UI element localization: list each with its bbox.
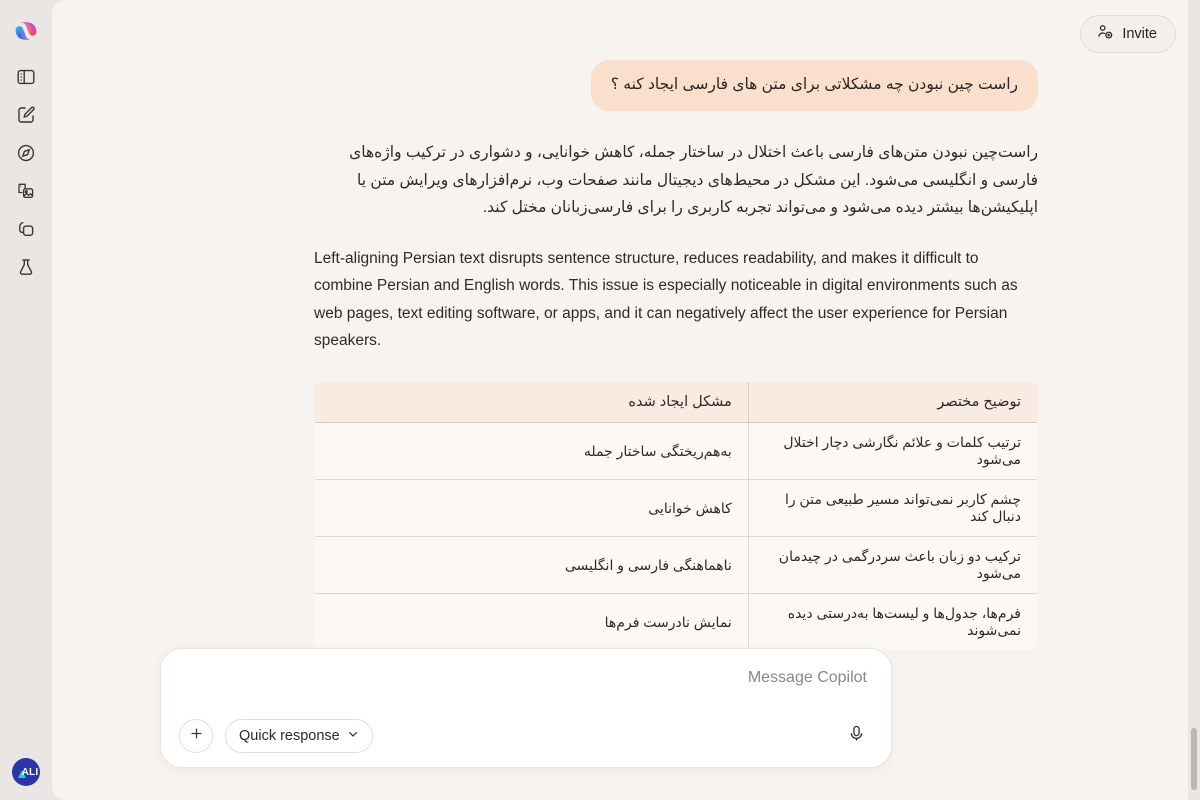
copilot-logo-icon (11, 16, 41, 46)
user-message-bubble: راست چین نبودن چه مشکلاتی برای متن های فارسی ایجاد کنه ؟ (591, 60, 1038, 111)
table-cell-description: ترکیب دو زبان باعث سردرگمی در چیدمان می‌شود (748, 537, 1037, 594)
table-cell-issue: نمایش نادرست فرم‌ها (315, 594, 749, 651)
sidebar-item-pages[interactable] (9, 212, 43, 246)
sidebar-item-labs[interactable] (9, 250, 43, 284)
assistant-paragraph-persian: راست‌چین نبودن متن‌های فارسی باعث اختلال در ساختار جمله، کاهش خوانایی، و دشواری در ترکیب واژه‌های فارسی و انگلیسی می‌شود. این مشکل در محیط‌های دیجیتال مانند صفحات وب، نرم‌افزارهای ویرایش متن یا اپلیکیشن‌ها بیشتر دیده می‌شود و می‌تواند تجربه کاربری را برای فارسی‌زبانان مختل کند. (349, 144, 1038, 217)
plus-icon (188, 725, 205, 747)
person-add-icon (1096, 23, 1114, 45)
avatar-initials: ALI (21, 766, 39, 778)
table-cell-description: چشم کاربر نمی‌تواند مسیر طبیعی متن را دنبال کند (748, 480, 1037, 537)
chevron-down-icon (347, 728, 359, 744)
avatar[interactable] (12, 758, 40, 786)
scrollbar-thumb[interactable] (1191, 728, 1197, 790)
table-body (315, 423, 1038, 651)
assistant-table (314, 381, 1038, 651)
table-header-cell: توضیح مختصر (748, 382, 1037, 423)
table-head (315, 382, 1038, 423)
invite-button-label: Invite (1122, 26, 1157, 42)
quick-response-label: Quick response (239, 728, 340, 744)
add-attachment-button[interactable] (179, 719, 213, 753)
table-cell-issue: کاهش خوانایی (315, 480, 749, 537)
left-navigation-rail (0, 0, 52, 800)
compose-pencil-icon (16, 105, 36, 125)
table-row (315, 537, 1038, 594)
scrollbar-track[interactable] (1188, 0, 1200, 800)
side-panel-icon (16, 67, 36, 87)
table-header-row (315, 382, 1038, 423)
main-surface (52, 0, 1200, 800)
table-row (315, 480, 1038, 537)
composer (160, 648, 892, 768)
voice-input-button[interactable] (839, 719, 873, 753)
sidebar-item-new-chat[interactable] (9, 98, 43, 132)
sidebar-item-toggle-panel[interactable] (9, 60, 43, 94)
message-input[interactable]: Message Copilot (747, 669, 867, 686)
compass-icon (16, 143, 36, 163)
microphone-icon (847, 724, 866, 748)
top-bar (52, 0, 1200, 68)
composer-container (52, 648, 1200, 768)
composer-toolbar (179, 719, 873, 753)
assistant-message (314, 139, 1038, 713)
image-gallery-icon (16, 181, 36, 201)
table-row (315, 423, 1038, 480)
invite-button[interactable] (1080, 15, 1176, 53)
table-cell-description: ترتیب کلمات و علائم نگارشی دچار اختلال می‌شود (748, 423, 1037, 480)
table-cell-issue: به‌هم‌ریختگی ساختار جمله (315, 423, 749, 480)
sidebar-item-discover[interactable] (9, 136, 43, 170)
flask-icon (16, 257, 36, 277)
table-cell-description: فرم‌ها، جدول‌ها و لیست‌ها به‌درستی دیده نمی‌شوند (748, 594, 1037, 651)
assistant-paragraph-english: Left-aligning Persian text disrupts sentence structure, reduces readability, and makes it difficult to combine Persian and English words. This issue is especially noticeable in digital environments such as web pages, text editing software, or apps, and it can negatively affect the user experience for Persian speakers. (314, 249, 1018, 350)
conversation-content (314, 60, 1038, 713)
pages-stack-icon (16, 219, 36, 239)
table-cell-issue: ناهماهنگی فارسی و انگلیسی (315, 537, 749, 594)
sidebar-item-images[interactable] (9, 174, 43, 208)
table-header-cell: مشکل ایجاد شده (315, 382, 749, 423)
quick-response-dropdown[interactable] (225, 719, 373, 753)
table-row (315, 594, 1038, 651)
